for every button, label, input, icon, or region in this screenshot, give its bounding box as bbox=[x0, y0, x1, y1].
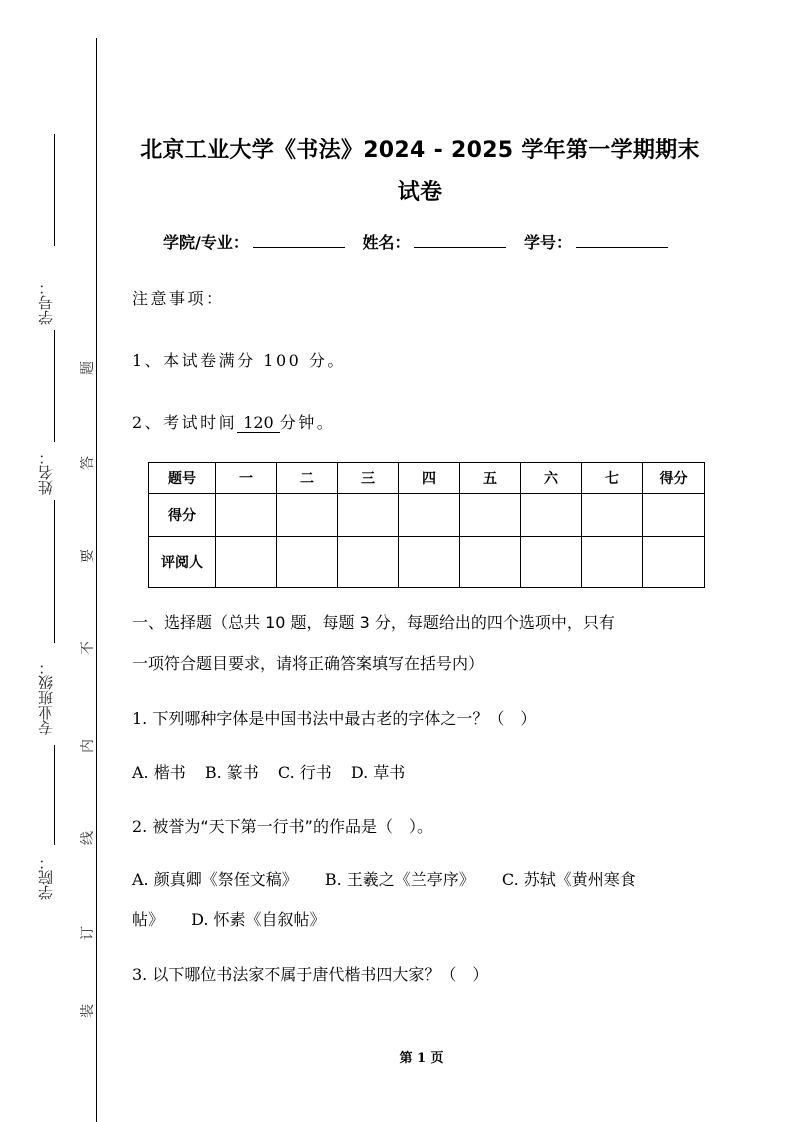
margin-field-major-class: 专业班级： bbox=[37, 660, 55, 735]
row-label: 得分 bbox=[149, 494, 216, 537]
name-field[interactable] bbox=[414, 233, 506, 248]
reviewer-cell[interactable] bbox=[216, 537, 277, 588]
seal-char: 不 bbox=[80, 641, 96, 655]
question-text: 以下哪位书法家不属于唐代楷书四大家？（ ） bbox=[152, 965, 489, 984]
header-cell: 题号 bbox=[149, 463, 216, 494]
score-cell[interactable] bbox=[582, 494, 643, 537]
note-item-2-suffix: 分钟。 bbox=[279, 413, 336, 432]
margin-line-name-major bbox=[54, 500, 55, 643]
margin-line-top bbox=[54, 134, 55, 246]
header-cell: 六 bbox=[521, 463, 582, 494]
score-cell[interactable] bbox=[460, 494, 521, 537]
page-number: 第 1 页 bbox=[399, 1051, 444, 1066]
header-cell: 四 bbox=[399, 463, 460, 494]
header-cell: 五 bbox=[460, 463, 521, 494]
option-d[interactable]: D. 怀素《自叙帖》 bbox=[191, 910, 326, 929]
question-1-options bbox=[132, 760, 419, 783]
question-2-options-line1 bbox=[132, 867, 650, 890]
reviewer-cell[interactable] bbox=[277, 537, 338, 588]
score-cell[interactable] bbox=[216, 494, 277, 537]
question-3 bbox=[132, 962, 488, 985]
option-d[interactable]: D. 草书 bbox=[350, 763, 406, 782]
note-item-2 bbox=[132, 410, 335, 433]
score-cell[interactable] bbox=[277, 494, 338, 537]
seal-char: 答 bbox=[80, 456, 96, 470]
margin-line-xuehao-name bbox=[54, 330, 55, 442]
option-c[interactable]: C. 苏轼《黄州寒食 bbox=[501, 870, 636, 889]
margin-field-student-id: 学号： bbox=[37, 280, 55, 325]
college-major-label: 学院/专业： bbox=[163, 233, 249, 252]
exam-title-line2: 试卷 bbox=[397, 180, 443, 205]
binding-line bbox=[96, 38, 97, 1122]
question-number: 1. bbox=[132, 709, 148, 728]
student-info-row bbox=[163, 230, 680, 253]
question-number: 2. bbox=[132, 817, 148, 836]
exam-duration-value: 120 bbox=[237, 413, 280, 433]
seal-char: 内 bbox=[80, 739, 96, 753]
margin-field-college: 学院： bbox=[37, 855, 55, 900]
name-label: 姓名： bbox=[362, 233, 411, 252]
notes-heading: 注意事项： bbox=[132, 289, 225, 308]
margin-line-major-college bbox=[54, 745, 55, 845]
score-cell[interactable] bbox=[338, 494, 399, 537]
option-c-continued[interactable]: 帖》 bbox=[132, 910, 165, 929]
note-item-1: 1、本试卷满分 100 分。 bbox=[132, 351, 346, 370]
question-number: 3. bbox=[132, 965, 148, 984]
question-text: 被誉为“天下第一行书”的作品是（ ）。 bbox=[152, 817, 433, 836]
reviewer-row bbox=[149, 537, 705, 588]
reviewer-cell[interactable] bbox=[338, 537, 399, 588]
option-a[interactable]: A. 楷书 bbox=[132, 763, 186, 782]
option-b[interactable]: B. 篆书 bbox=[204, 763, 259, 782]
option-b[interactable]: B. 王羲之《兰亭序》 bbox=[324, 870, 475, 889]
note-item-2-prefix: 2、考试时间 bbox=[132, 413, 238, 432]
seal-char: 要 bbox=[80, 549, 96, 563]
score-cell[interactable] bbox=[521, 494, 582, 537]
seal-char: 订 bbox=[80, 926, 96, 940]
seal-char: 题 bbox=[80, 361, 96, 375]
student-id-field[interactable] bbox=[576, 233, 668, 248]
reviewer-cell[interactable] bbox=[582, 537, 643, 588]
seal-char: 线 bbox=[80, 831, 96, 845]
exam-title-line1: 北京工业大学《书法》2024 - 2025 学年第一学期期末 bbox=[140, 138, 700, 163]
option-c[interactable]: C. 行书 bbox=[277, 763, 332, 782]
header-cell: 一 bbox=[216, 463, 277, 494]
reviewer-cell[interactable] bbox=[399, 537, 460, 588]
reviewer-cell[interactable] bbox=[460, 537, 521, 588]
header-cell: 三 bbox=[338, 463, 399, 494]
reviewer-cell[interactable] bbox=[521, 537, 582, 588]
seal-char: 装 bbox=[80, 1004, 96, 1018]
question-text: 下列哪种字体是中国书法中最古老的字体之一？（ ） bbox=[152, 709, 537, 728]
row-label: 评阅人 bbox=[149, 537, 216, 588]
reviewer-cell[interactable] bbox=[643, 537, 705, 588]
question-2-options-line2 bbox=[132, 907, 340, 930]
question-2 bbox=[132, 814, 433, 837]
header-cell: 七 bbox=[582, 463, 643, 494]
college-major-field[interactable] bbox=[253, 233, 345, 248]
header-cell: 得分 bbox=[643, 463, 705, 494]
option-a[interactable]: A. 颜真卿《祭侄文稿》 bbox=[132, 870, 298, 889]
score-row bbox=[149, 494, 705, 537]
question-1 bbox=[132, 706, 536, 729]
score-cell[interactable] bbox=[643, 494, 705, 537]
score-table bbox=[148, 462, 705, 588]
header-cell: 二 bbox=[277, 463, 338, 494]
section1-intro-line2: 一项符合题目要求，请将正确答案填写在括号内） bbox=[132, 654, 485, 673]
score-table-header-row bbox=[149, 463, 705, 494]
score-cell[interactable] bbox=[399, 494, 460, 537]
section1-intro-line1: 一、选择题（总共 10 题，每题 3 分，每题给出的四个选项中，只有 bbox=[132, 613, 615, 632]
student-id-label: 学号： bbox=[524, 233, 573, 252]
margin-field-name: 姓名： bbox=[37, 450, 55, 495]
